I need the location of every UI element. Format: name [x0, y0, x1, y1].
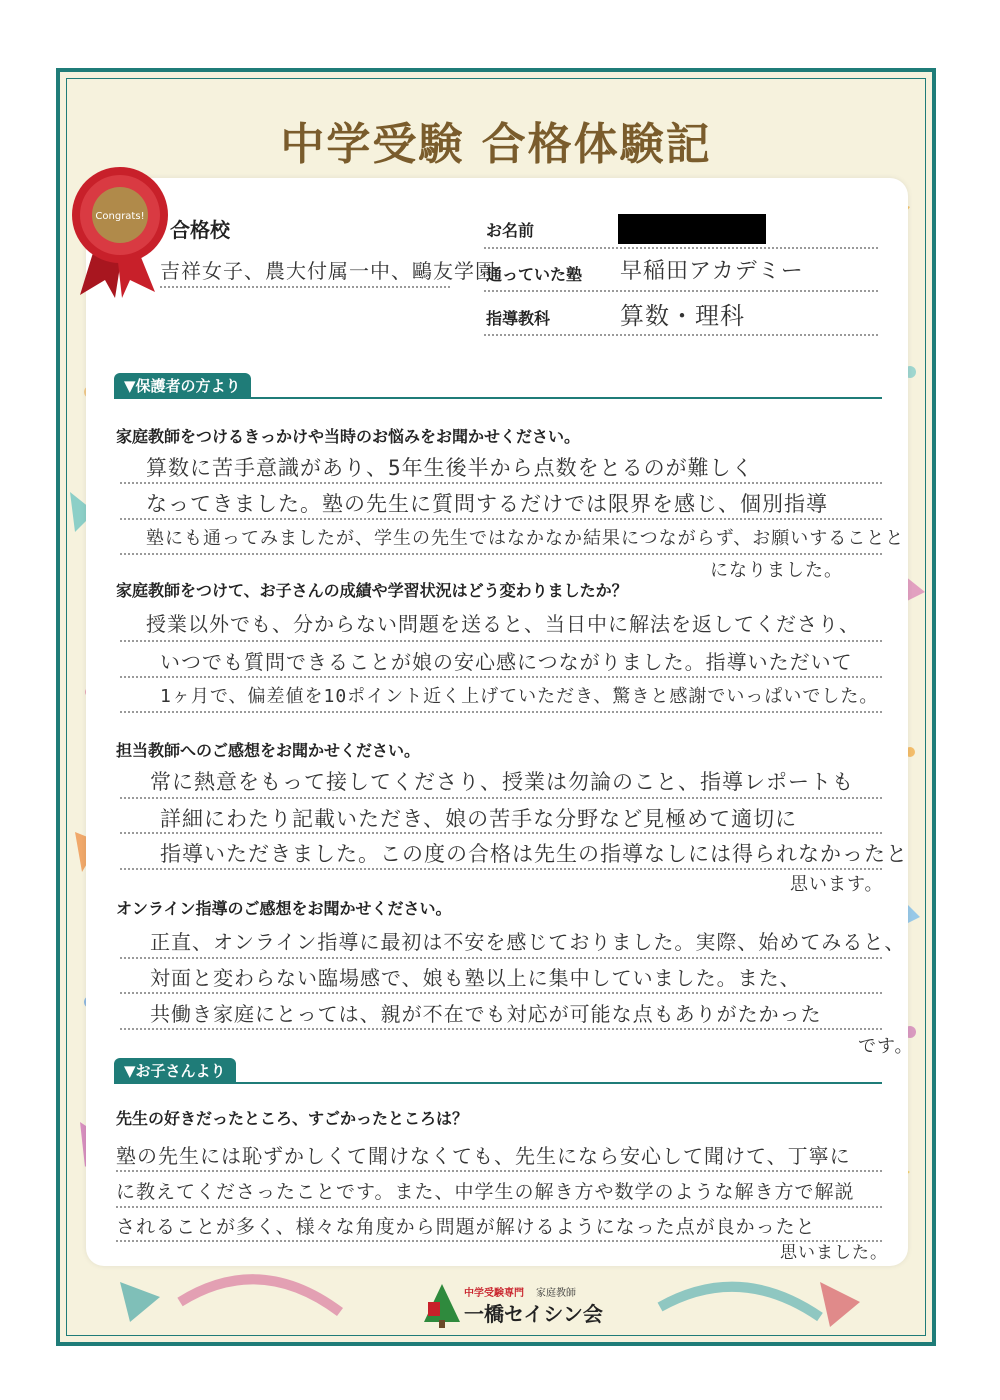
rule: [116, 1170, 882, 1172]
rule: [120, 1028, 882, 1030]
tree-logo-icon: [420, 1282, 464, 1328]
child-answer-1-line-4: 思いました。: [780, 1243, 888, 1263]
parent-section-line: [114, 397, 882, 399]
juku-value: 早稲田アカデミー: [620, 259, 804, 284]
parent-answer-4-line-4: です。: [858, 1036, 914, 1057]
rule: [120, 518, 882, 520]
child-section-line: [114, 1082, 882, 1084]
parent-question-4: オンライン指導のご感想をお聞かせください。: [116, 899, 452, 918]
name-label: お名前: [486, 221, 535, 240]
parent-answer-3-line-3: 指導いただきました。この度の合格は先生の指導なしには得られなかったと: [160, 842, 908, 866]
child-answer-1-line-3: されることが多く、様々な角度から問題が解けるようになった点が良かったと: [116, 1216, 816, 1238]
parent-answer-2-line-2: いつでも質問できることが娘の安心感につながりました。指導いただいて: [160, 650, 853, 674]
rule: [120, 553, 882, 555]
rule: [116, 1206, 882, 1208]
parent-answer-1-line-2: なってきました。塾の先生に質問するだけでは限界を感じ、個別指導: [146, 492, 828, 516]
brand-logo: [420, 1282, 603, 1328]
parent-question-2: 家庭教師をつけて、お子さんの成績や学習状況はどう変わりましたか？: [116, 581, 628, 600]
parent-answer-3-line-1: 常に熱意をもって接してくださり、授業は勿論のこと、指導レポートも: [150, 770, 854, 794]
subject-underline: [484, 334, 878, 336]
parent-question-1: 家庭教師をつけるきっかけや当時のお悩みをお聞かせください。: [116, 427, 581, 446]
child-answer-1-line-2: に教えてくださったことです。また、中学生の解き方や数学のような解き方で解説: [116, 1181, 855, 1203]
tagline: 家庭教師: [536, 1288, 576, 1299]
parent-answer-4-line-2: 対面と変わらない臨場感で、娘も塾以上に集中していました。また、: [150, 966, 801, 990]
page-title: 中学受験 合格体験記: [280, 119, 712, 170]
juku-label: 通っていた塾: [486, 265, 583, 284]
parent-answer-3-line-4: 思います。: [790, 874, 884, 895]
rule: [116, 1240, 882, 1242]
parent-question-3: 担当教師へのご感想をお聞かせください。: [116, 741, 421, 760]
rule: [120, 797, 882, 799]
rule: [120, 676, 882, 678]
child-section-tag: ▼お子さんより: [114, 1058, 236, 1084]
child-question-1: 先生の好きだったところ、すごかったところは？: [116, 1109, 469, 1128]
subject-label: 指導教科: [486, 309, 551, 328]
rule: [120, 992, 882, 994]
rule: [120, 711, 882, 713]
parent-answer-2-line-3: 1ヶ月で、偏差値を10ポイント近く上げていただき、驚きと感謝でいっぱいでした。: [160, 686, 879, 707]
tagline-red: 中学受験専門: [464, 1288, 524, 1299]
parent-answer-2-line-1: 授業以外でも、分からない問題を送ると、当日中に解法を返してくださり、: [146, 612, 860, 636]
parent-answer-4-line-1: 正直、オンライン指導に最初は不安を感じておりました。実際、始めてみると、: [150, 930, 906, 954]
subject-value: 算数・理科: [620, 302, 745, 330]
school-label: 合格校: [170, 218, 230, 242]
rule: [120, 957, 882, 959]
school-underline: [160, 286, 450, 288]
brand-name: 一橋セイシン会: [464, 1302, 603, 1326]
parent-section-tag: ▼保護者の方より: [114, 373, 251, 399]
juku-underline: [484, 290, 878, 292]
rule: [120, 868, 882, 870]
parent-answer-1-line-3: 塾にも通ってみましたが、学生の先生ではなかなか結果につながらず、お願いすることと: [146, 528, 905, 549]
name-redacted: [618, 214, 766, 244]
name-underline: [484, 247, 878, 249]
content-card: [86, 178, 908, 1266]
parent-answer-3-line-2: 詳細にわたり記載いただき、娘の苦手な分野など見極めて適切に: [160, 807, 798, 831]
rule: [120, 640, 882, 642]
parent-answer-1-line-1: 算数に苦手意識があり、5年生後半から点数をとるのが難しく: [146, 456, 754, 480]
rule: [120, 832, 882, 834]
rule: [120, 482, 882, 484]
parent-answer-1-line-4: になりました。: [710, 560, 843, 581]
child-answer-1-line-1: 塾の先生には恥ずかしくて聞けなくても、先生になら安心して聞けて、丁寧に: [116, 1144, 851, 1168]
parent-answer-4-line-3: 共働き家庭にとっては、親が不在でも対応が可能な点もありがたかった: [150, 1002, 822, 1026]
school-value: 吉祥女子、農大付属一中、鷗友学園: [160, 259, 496, 283]
rosette-text: Congrats!: [95, 211, 145, 222]
